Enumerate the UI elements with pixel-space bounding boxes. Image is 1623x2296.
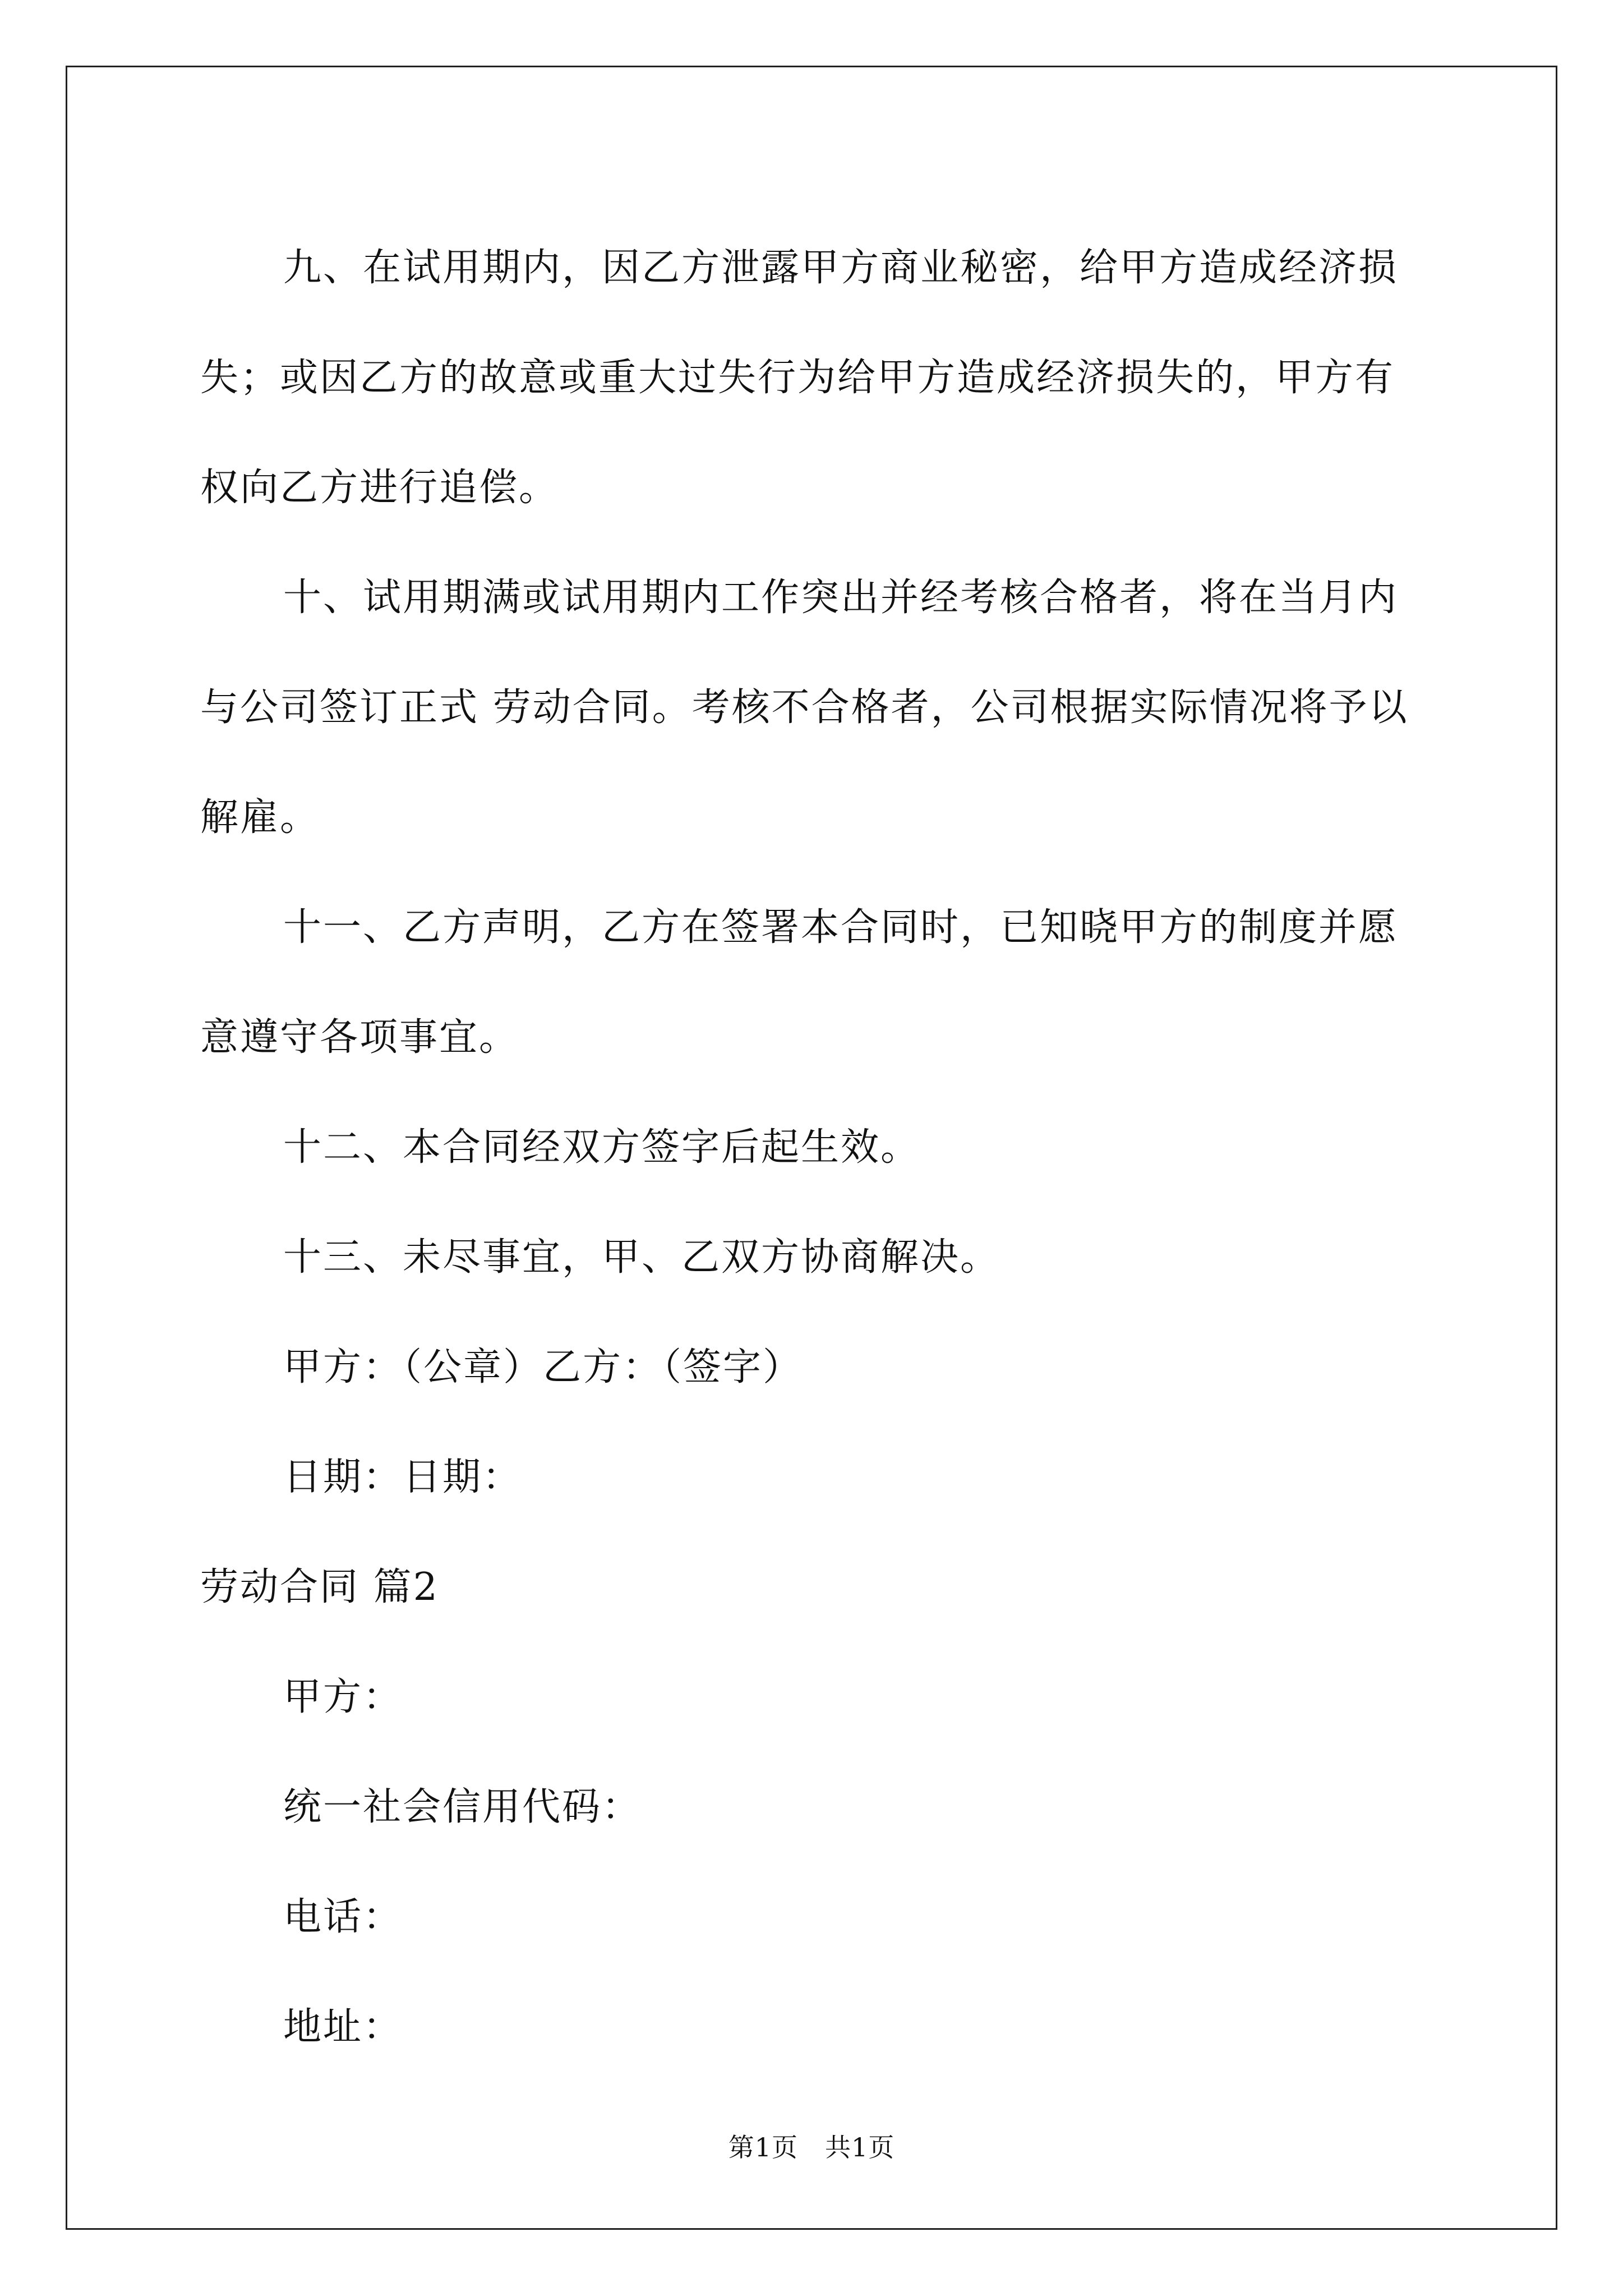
clause-9-line-2: 失；或因乙方的故意或重大过失行为给甲方造成经济损失的，甲方有 — [200, 356, 1395, 400]
section-title-text: 劳动合同 篇2 — [200, 1565, 439, 1609]
date-line — [200, 1423, 1428, 1533]
section-title — [200, 1533, 1428, 1642]
signature-line-text: 甲方：（公章）乙方：（签字） — [283, 1345, 803, 1389]
clause-13-line-1: 十三、未尽事宜，甲、乙双方协商解决。 — [283, 1235, 1000, 1280]
page-footer — [0, 2127, 1623, 2164]
field-party-a — [200, 1642, 1428, 1752]
field-credit-code-label: 统一社会信用代码： — [283, 1785, 642, 1829]
field-phone-label: 电话： — [283, 1895, 403, 1939]
clause-9 — [200, 213, 1428, 543]
clause-12 — [200, 1093, 1428, 1203]
clause-11-line-2: 意遵守各项事宜。 — [200, 1015, 519, 1060]
page-number-total: 共1页 — [825, 2132, 895, 2162]
clause-9-line-1: 九、在试用期内，因乙方泄露甲方商业秘密，给甲方造成经济损 — [283, 246, 1399, 290]
field-party-a-label: 甲方： — [283, 1675, 403, 1719]
field-address-label: 地址： — [283, 2005, 403, 2049]
clause-10 — [200, 543, 1428, 873]
clause-13 — [200, 1203, 1428, 1313]
clause-11-line-1: 十一、乙方声明，乙方在签署本合同时，已知晓甲方的制度并愿 — [283, 905, 1399, 950]
field-address — [200, 1972, 1428, 2082]
clause-10-line-2: 与公司签订正式 劳动合同。考核不合格者，公司根据实际情况将予以 — [200, 685, 1409, 730]
clause-11 — [200, 873, 1428, 1093]
clause-12-line-1: 十二、本合同经双方签字后起生效。 — [283, 1125, 921, 1170]
field-credit-code — [200, 1752, 1428, 1862]
field-phone — [200, 1862, 1428, 1972]
clause-10-line-3: 解雇。 — [200, 795, 320, 840]
document-body — [200, 213, 1428, 2082]
clause-10-line-1: 十、试用期满或试用期内工作突出并经考核合格者，将在当月内 — [283, 576, 1399, 620]
clause-9-line-3: 权向乙方进行追偿。 — [200, 466, 559, 510]
signature-line — [200, 1313, 1428, 1423]
date-line-text: 日期：日期： — [283, 1455, 523, 1499]
page-number-current: 第1页 — [728, 2132, 798, 2162]
